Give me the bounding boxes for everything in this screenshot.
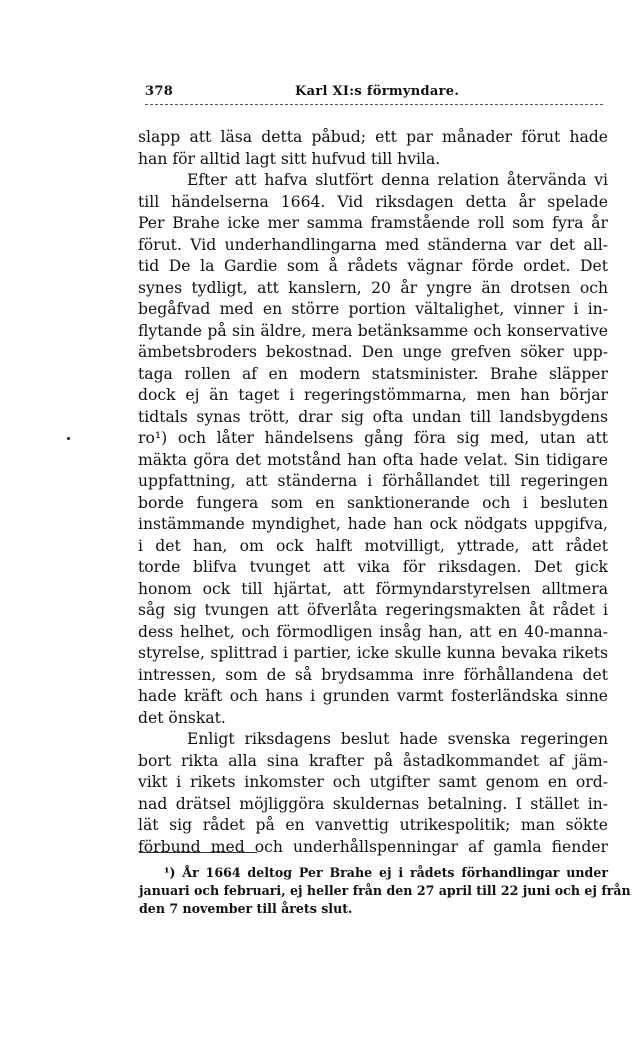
text-line: ämbetsbroders bekostnad. Den unge grefven söker upp- bbox=[138, 343, 608, 361]
text-line: Efter att hafva slutfört denna relation återvända vi bbox=[187, 171, 608, 189]
margin-mark bbox=[67, 437, 70, 440]
text-line: dess helhet, och förmodligen insåg han, att en 40-manna- bbox=[138, 622, 608, 641]
text-line: flytande på sin äldre, mera betänksamme och konservative bbox=[138, 321, 608, 340]
text-line: förbund med och underhållspenningar af gamla fiender bbox=[138, 837, 608, 856]
page-number: 378 bbox=[145, 84, 174, 99]
text-line: till händelserna 1664. Vid riksdagen detta år spelade bbox=[138, 192, 608, 211]
running-head-title: Karl XI:s förmyndare. bbox=[295, 84, 460, 99]
footnote-line: ¹) År 1664 deltog Per Brahe ej i rådets förhandlingar under bbox=[164, 865, 608, 880]
text-line: i det han, om ock halft motvilligt, yttrade, att rådet bbox=[138, 536, 608, 555]
body-text bbox=[138, 127, 608, 858]
text-line: begåfvad med en större portion vältalighet, vinner i in- bbox=[138, 300, 608, 318]
text-line: han för alltid lagt sitt hufvud till hvila. bbox=[138, 149, 441, 168]
footnote-line: den 7 november till årets slut. bbox=[139, 901, 353, 916]
footnote bbox=[139, 864, 631, 918]
text-line: intressen, som de så brydsamma inre förhållandena det bbox=[138, 665, 608, 684]
text-line: Per Brahe icke mer samma framstående roll som fyra år bbox=[138, 214, 608, 232]
running-head bbox=[145, 84, 603, 106]
text-line: mäkta göra det motstånd han ofta hade velat. Sin tidigare bbox=[138, 450, 608, 469]
text-line: vikt i rikets inkomster och utgifter samt genom en ord- bbox=[138, 773, 608, 791]
text-line: honom ock till hjärtat, att förmyndarstyrelsen alltmera bbox=[138, 579, 608, 598]
footnote-rule bbox=[139, 852, 257, 853]
text-line: borde fungera som en sanktionerande och i besluten bbox=[138, 493, 608, 512]
text-line: instämmande myndighet, hade han ock nödgats uppgifva, bbox=[138, 515, 608, 533]
text-line: slapp att läsa detta påbud; ett par månader förut hade bbox=[138, 128, 608, 146]
text-line: bort rikta alla sina krafter på åstadkommandet af jäm- bbox=[138, 751, 608, 770]
text-line: förut. Vid underhandlingarna med ständerna var det all- bbox=[138, 235, 608, 254]
text-line: dock ej än taget i regeringstömmarna, men han börjar bbox=[138, 386, 608, 404]
text-line: Enligt riksdagens beslut hade svenska regeringen bbox=[187, 730, 608, 748]
text-line: det önskat. bbox=[138, 708, 226, 727]
text-line: hade kräft och hans i grunden varmt fosterländska sinne bbox=[138, 687, 608, 705]
text-line: styrelse, splittrad i partier, icke skulle kunna bevaka rikets bbox=[138, 644, 608, 662]
text-line: nad drätsel möjliggöra skuldernas betalning. I stället in- bbox=[138, 794, 608, 813]
text-line: tid De la Gardie som å rådets vägnar förde ordet. Det bbox=[138, 257, 608, 275]
text-line: taga rollen af en modern statsminister. Brahe släpper bbox=[138, 364, 608, 383]
header-rule bbox=[145, 104, 603, 105]
text-line: synes tydligt, att kanslern, 20 år yngre än drotsen och bbox=[138, 278, 608, 297]
text-line: uppfattning, att ständerna i förhållandet till regeringen bbox=[138, 472, 608, 490]
text-line: tidtals synas trött, drar sig ofta undan till landsbygdens bbox=[138, 407, 608, 426]
text-line: såg sig tvungen att öfverlåta regeringsmakten åt rådet i bbox=[138, 601, 608, 619]
text-line: torde blifva tvunget att vika för riksdagen. Det gick bbox=[138, 558, 608, 576]
footnote-line: januari och februari, ej heller från den 27 april till 22 juni och ej från bbox=[139, 883, 631, 898]
text-line: ro¹) och låter händelsens gång föra sig med, utan att bbox=[138, 429, 608, 447]
text-line: lät sig rådet på en vanvettig utrikespolitik; man sökte bbox=[138, 816, 608, 834]
